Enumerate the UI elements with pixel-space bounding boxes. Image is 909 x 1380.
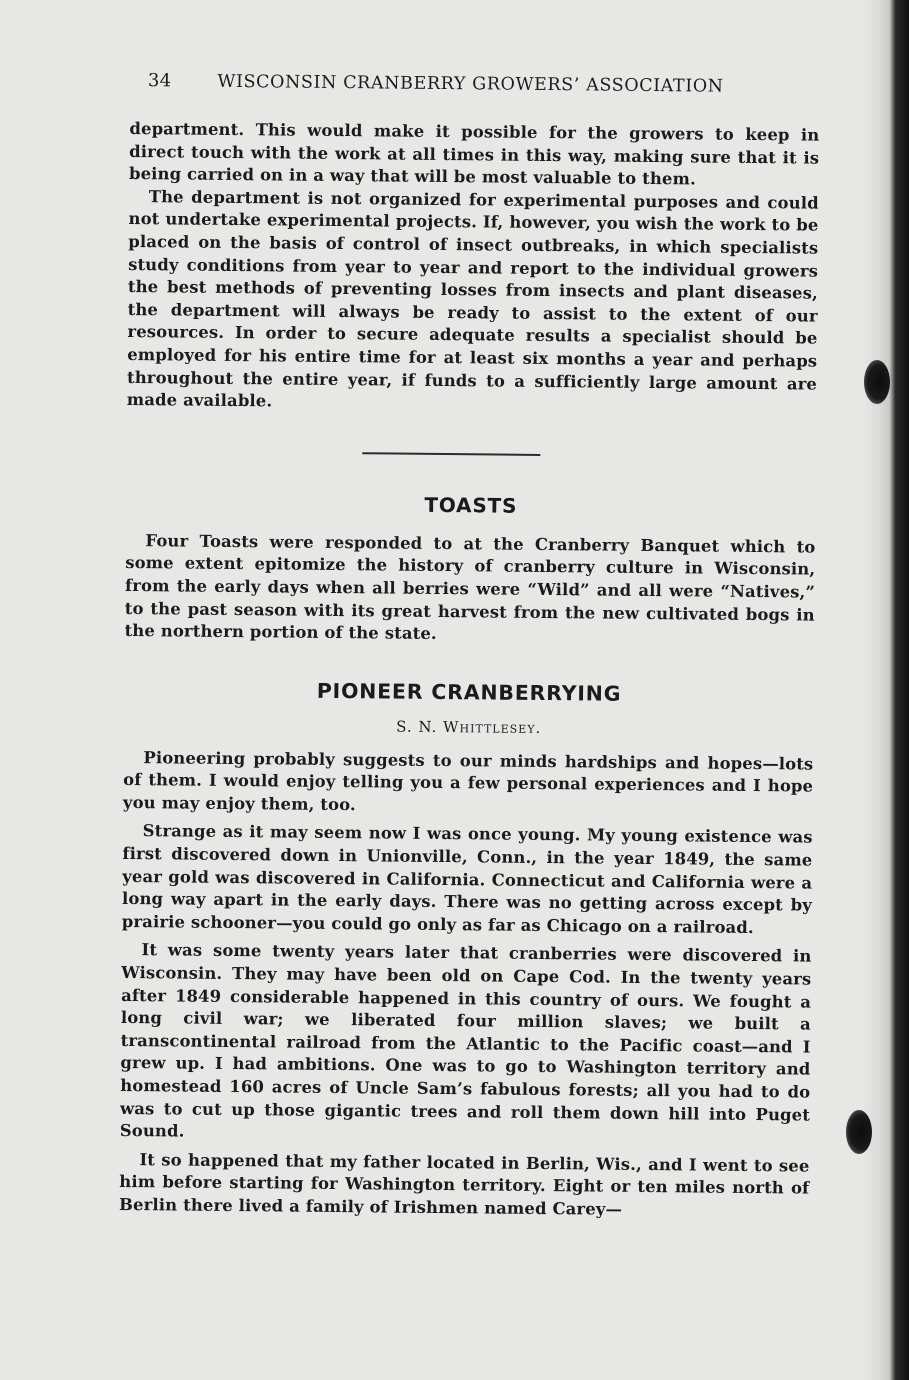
- running-header: [148, 70, 820, 102]
- toasts-paragraph: Four Toasts were responded to at the Cranberry Banquet which to some extent epitomize the history of cranberry culture in Wisconsin, from the early days when all berries were “Wild” and all were “Natives,” to the past season with its great harvest from the new cultivated bogs in the northern portion of the state.: [124, 530, 816, 644]
- punch-hole-icon: [846, 1110, 872, 1154]
- section-divider: [362, 452, 540, 456]
- pioneer-paragraph: It so happened that my father located in Berlin, Wis., and I went to see him before starting for Washington territory. Eight or ten miles north of Berlin there lived a family of Irishmen named Carey—: [119, 1149, 810, 1219]
- author-byline: S. N. Whittlesey.: [396, 717, 542, 737]
- punch-hole-icon: [864, 360, 890, 404]
- page-edge: [879, 0, 909, 1380]
- document-page: [119, 70, 820, 1223]
- running-title: WISCONSIN CRANBERRY GROWERS’ ASSOCIATION: [217, 71, 724, 97]
- pioneer-paragraph: Pioneering probably suggests to our minds hardships and hopes—lots of them. I would enjoy telling you a few personal experiences and I hope you may enjoy them, too.: [122, 747, 814, 815]
- pioneer-paragraph: It was some twenty years later that cranberries were discovered in Wisconsin. They may have been old on Cape Cod. In the twenty years after 1849 considerable happened in this country of ours. We fought a long civil war; we liberated four million slaves; we built a transcontinental railroad from the Atlantic to the Pacific coast—and I grew up. I had ambitions. One was to go to Washington territory and homestead 160 acres of Uncle Sam’s fabulous forests; all you had to do was to cut up those gigantic trees and roll them down hill into Puget Sound.: [119, 940, 812, 1141]
- intro-paragraph: The department is not organized for experimental purposes and could not undertake experimental projects. If, however, you wish the work to be placed on the basis of control of insect outbreaks, in which specialists study conditions from year to year and report to the individual growers the best methods of preventing losses from insects and plant diseases, the department will always be ready to assist to the extent of our resources. In order to secure adequate results a specialist should be employed for his entire time for at least six months a year and perhaps throughout the entire year, if funds to a sufficiently large amount are made available.: [126, 186, 819, 411]
- pioneer-heading: PIONEER CRANBERRYING: [316, 678, 622, 706]
- page-number: 34: [147, 70, 172, 92]
- pioneer-paragraph: Strange as it may seem now I was once young. My young existence was first discovered down in Unionville, Conn., in the year 1849, the same year gold was discovered in California. Connecticut and California were a long way apart in the early days. There was no getting across except by prairie schooner—you could go only as far as Chicago on a railroad.: [121, 821, 813, 937]
- intro-paragraph: department. This would make it possible for the growers to keep in direct touch with the work at all times in this way, making sure that it is being carried on in a way that will be most valuable to them.: [128, 118, 820, 189]
- toasts-heading: TOASTS: [424, 492, 518, 518]
- page-gutter-shadow: [863, 0, 879, 1380]
